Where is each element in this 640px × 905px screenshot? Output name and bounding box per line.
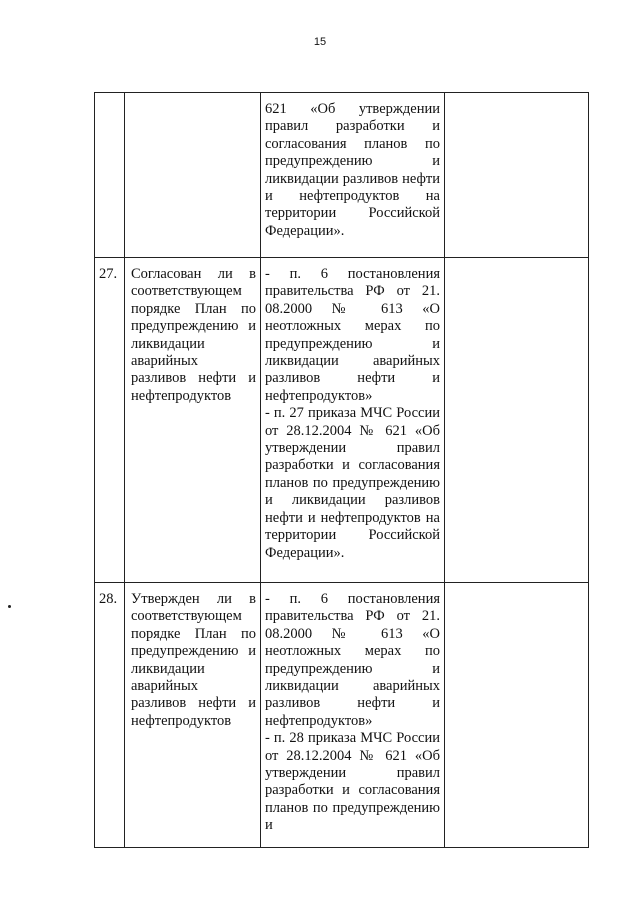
table-row [95, 93, 589, 258]
row-number-cell: 27. [95, 258, 125, 583]
reference-paragraph: - п. 6 постановления правительства РФ от 21. 08.2000 № 613 «О неотложных мерах по предупреждению и ликвидации аварийных разливов нефти и нефтепродуктов» [265, 266, 440, 404]
row-number-cell: 28. [95, 583, 125, 848]
question-cell [125, 93, 261, 258]
reference-cell [261, 258, 445, 583]
reference-paragraph: 621 «Об утверждении правил разработки и согласования планов по предупреждению и ликвидации разливов нефти и нефтепродуктов на территории Российской Федерации». [265, 101, 440, 239]
reference-paragraph: - п. 27 приказа МЧС России от 28.12.2004 № 621 «Об утверждении правил разработки и согласования планов по предупреждению и ликвидации разливов нефти и нефтепродуктов на территории Российской Федерации». [265, 405, 440, 561]
question-text: Утвержден ли в соответствующем порядке План по предупреждению и ликвидации аварийных разливов нефти и нефтепродуктов [131, 591, 256, 729]
reference-cell [261, 583, 445, 848]
row-number-cell [95, 93, 125, 258]
reference-paragraph: - п. 6 постановления правительства РФ от 21. 08.2000 № 613 «О неотложных мерах по предупреждению и ликвидации аварийных разливов нефти и нефтепродуктов» [265, 591, 440, 729]
question-cell [125, 258, 261, 583]
note-cell [445, 258, 589, 583]
reference-cell [261, 93, 445, 258]
table-row [95, 258, 589, 583]
question-cell [125, 583, 261, 848]
page-number: 15 [313, 36, 327, 48]
note-cell [445, 93, 589, 258]
scan-speck [8, 605, 11, 608]
question-text: Согласован ли в соответствующем порядке План по предупреждению и ликвидации аварийных разливов нефти и нефтепродуктов [131, 266, 256, 404]
inspection-table [94, 92, 589, 848]
reference-paragraph: - п. 28 приказа МЧС России от 28.12.2004 № 621 «Об утверждении правил разработки и согласования планов по предупреждению и [265, 730, 440, 834]
table-row [95, 583, 589, 848]
note-cell [445, 583, 589, 848]
